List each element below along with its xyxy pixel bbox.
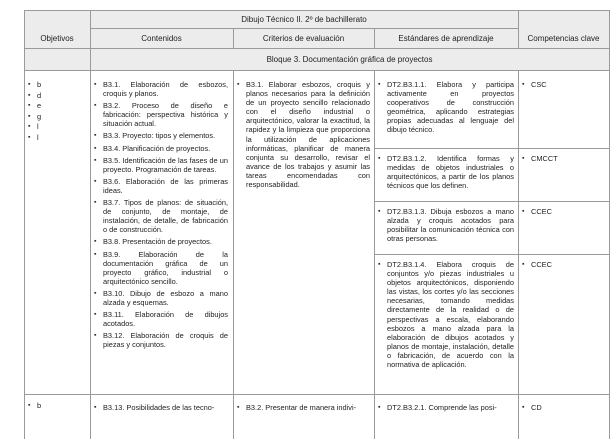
grid-line <box>518 10 519 48</box>
table-title: Dibujo Técnico II. 2º de bachillerato <box>241 14 367 24</box>
contenido-item: ▪ B3.10. Dibujo de esbozo a mano alzada y esquemas. <box>94 289 228 307</box>
estandar-cell-4 <box>378 260 514 372</box>
objetivo-item: ▪ b <box>28 401 84 412</box>
grid-line <box>90 10 91 439</box>
contenido-item: ▪ B3.3. Proyecto: tipos y elementos. <box>94 131 228 140</box>
contenidos-list-2 <box>94 403 228 415</box>
contenido-item: ▪ B3.7. Tipos de planos: de situación, de conjunto, de montaje, de instalación, de detalle, de fabricación o de construcción. <box>94 198 228 234</box>
competencia-cell-2 <box>522 154 606 166</box>
objetivo-item: ▪ b <box>28 80 84 91</box>
competencia-cell-5 <box>522 403 606 415</box>
competencia-item: ▪ CCEC <box>522 260 606 269</box>
col-header-objetivos: Objetivos <box>40 33 74 43</box>
estandar-cell-1 <box>378 80 514 138</box>
competencia-cell-4 <box>522 260 606 272</box>
objetivo-item: ▪ d <box>28 91 84 102</box>
contenido-item: ▪ B3.12. Elaboración de croquis de piezas y conjuntos. <box>94 331 228 349</box>
grid-line <box>374 28 375 48</box>
estandar-item: ▪ DT2.B3.1.3. Dibuja esbozos a mano alzada y croquis acotados para posibilitar la comunicación técnica con otras personas. <box>378 207 514 243</box>
grid-line <box>374 148 610 149</box>
contenido-item: ▪ B3.6. Elaboración de las primeras ideas. <box>94 177 228 195</box>
objetivo-item: ▪ g <box>28 112 84 123</box>
criterio-item: ▪ B3.1. Elaborar esbozos, croquis y planos necesarios para la definición de un proyecto sencillo relacionado con el diseño industrial o arquitectónico, valorar la exactitud, la rapidez y la limpieza que proporciona la utilización de aplicaciones informáticas, planificar de manera conjunta su desarrollo, revisar el avance de los trabajos y asumir las tareas encomendadas con responsabilidad. <box>237 80 370 189</box>
competencia-item: ▪ CMCCT <box>522 154 606 163</box>
col-header-competencias: Competencias clave <box>527 33 600 43</box>
contenidos-list <box>94 80 228 352</box>
col-header-estandares: Estándares de aprendizaje <box>398 33 494 43</box>
grid-line <box>90 28 518 29</box>
contenido-item: ▪ B3.8. Presentación de proyectos. <box>94 237 228 246</box>
criterios-list <box>237 80 370 192</box>
objetivo-item: ▪ e <box>28 101 84 112</box>
grid-line <box>24 70 610 71</box>
criterio-item: ▪ B3.2. Presentar de manera indivi- <box>237 403 370 412</box>
competencia-cell-3 <box>522 207 606 219</box>
estandar-cell-5 <box>378 403 514 415</box>
grid-line <box>518 70 519 439</box>
grid-line <box>609 10 610 439</box>
bloque-title: Bloque 3. Documentación gráfica de proyectos <box>266 54 433 64</box>
grid-line <box>24 10 610 11</box>
grid-line <box>24 10 25 439</box>
col-header-criterios: Criterios de evaluación <box>262 33 345 43</box>
contenido-item: ▪ B3.2. Proceso de diseño e fabricación: perspectiva histórica y situación actual. <box>94 101 228 128</box>
grid-line <box>374 70 375 439</box>
contenido-item: ▪ B3.5. Identificación de las fases de un proyecto. Programación de tareas. <box>94 156 228 174</box>
grid-line <box>233 28 234 48</box>
contenido-item: ▪ B3.1. Elaboración de esbozos, croquis y planos. <box>94 80 228 98</box>
grid-line <box>374 254 610 255</box>
objetivos-list <box>28 80 84 144</box>
estandar-cell-2 <box>378 154 514 193</box>
contenido-item: ▪ B3.11. Elaboración de dibujos acotados. <box>94 310 228 328</box>
grid-line <box>374 201 610 202</box>
competencia-item: ▪ CD <box>522 403 606 412</box>
contenido-item: ▪ B3.13. Posibilidades de las tecno- <box>94 403 228 412</box>
estandar-item: ▪ DT2.B3.1.2. Identifica formas y medidas de objetos industriales o arquitectónicos, a partir de los planos técnicos que los definen. <box>378 154 514 190</box>
estandar-item: ▪ DT2.B3.1.4. Elabora croquis de conjuntos y/o piezas industriales u objetos arquitectónicos, disponiendo las vistas, los cortes y/o las secciones necesarias, tomando medidas directamente de la realidad o de perspectivas a escala, elaborando esbozos a mano alzada para la elaboración de dibujos acotados y planos de montaje, instalación, detalle o fabricación, de acuerdo con la normativa de aplicación. <box>378 260 514 369</box>
criterios-list-2 <box>237 403 370 415</box>
competencia-cell-1 <box>522 80 606 92</box>
contenido-item: ▪ B3.4. Planificación de proyectos. <box>94 144 228 153</box>
objetivo-item: ▪ l <box>28 122 84 133</box>
competencia-item: ▪ CCEC <box>522 207 606 216</box>
objetivo-item: ▪ l <box>28 133 84 144</box>
col-header-contenidos: Contenidos <box>141 33 182 43</box>
estandar-item: ▪ DT2.B3.2.1. Comprende las posi- <box>378 403 514 412</box>
grid-line <box>24 394 610 395</box>
grid-line <box>24 48 610 49</box>
objetivos-list-2 <box>28 401 84 412</box>
contenido-item: ▪ B3.9. Elaboración de la documentación gráfica de un proyecto gráfico, industrial o arquitectónico sencillo. <box>94 250 228 286</box>
competencia-item: ▪ CSC <box>522 80 606 89</box>
estandar-cell-3 <box>378 207 514 246</box>
estandar-item: ▪ DT2.B3.1.1. Elabora y participa activamente en proyectos cooperativos de construcción geométrica, aplicando estrategias propias adecuadas al lenguaje del dibujo técnico. <box>378 80 514 135</box>
grid-line <box>233 70 234 439</box>
